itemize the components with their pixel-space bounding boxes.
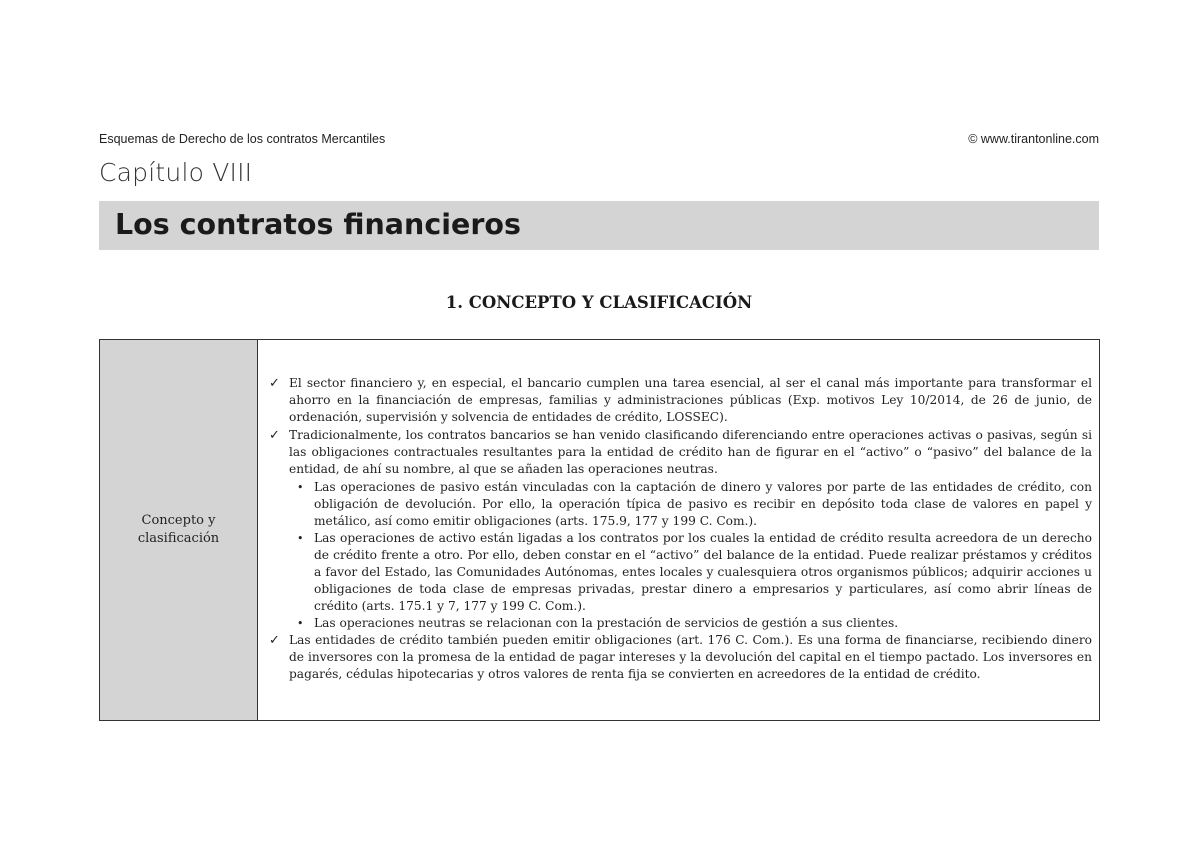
chapter-label: Capítulo VIII [99, 158, 253, 187]
side-label-cell [100, 340, 258, 721]
running-header [99, 132, 1099, 146]
sub-item [267, 479, 1092, 530]
check-item-text: El sector financiero y, en especial, el bancario cumplen una tarea esencial, al ser el canal más importante para transformar el ahorro en la financiación de empresas, familias y administraciones públicas (Exp. motivos Ley 10/2014, de 26 de junio, de ordenación, supervisión y solvencia de entidades de crédito, LOSSEC). [289, 375, 1092, 424]
bullet-icon: • [297, 616, 304, 630]
check-item [267, 427, 1092, 478]
header-copyright: © www.tirantonline.com [968, 132, 1099, 146]
header-book-title: Esquemas de Derecho de los contratos Mercantiles [99, 132, 386, 146]
sub-item-text: Las operaciones de activo están ligadas a los contratos por los cuales la entidad de crédito resulta acreedora de un derecho de crédito frente a otro. Por ello, deben constar en el “activo” del balance de la entidad. Puede realizar préstamos y créditos a favor del Estado, las Comunidades Autónomas, entes locales y cualesquiera otros organismos públicos; adquirir acciones u obligaciones de toda clase de empresas privadas, prestar dinero a empresarios y particulares, así como abrir líneas de crédito (arts. 175.1 y 7, 177 y 199 C. Com.). [314, 530, 1092, 613]
sub-item [267, 615, 1092, 632]
content-cell [258, 340, 1100, 721]
side-label: Concepto y clasificación [137, 513, 220, 546]
check-item-text: Tradicionalmente, los contratos bancarios se han venido clasificando diferenciando entre operaciones activas o pasivas, según si las obligaciones contractuales resultantes para la entidad de crédito han de figurar en el “activo” o “pasivo” del balance de la entidad, de ahí su nombre, al que se añaden las operaciones neutras. [289, 427, 1092, 476]
checkmark-icon: ✓ [269, 427, 280, 443]
checkmark-icon: ✓ [269, 632, 280, 648]
table-row [100, 340, 1100, 721]
check-item [267, 375, 1092, 426]
bullet-icon: • [297, 531, 304, 545]
check-item-text: Las entidades de crédito también pueden emitir obligaciones (art. 176 C. Com.). Es una forma de financiarse, recibiendo dinero de inversores con la promesa de la entidad de pagar intereses y la devolución del capital en el tiempo pactado. Los inversores en pagarés, cédulas hipotecarias y otros valores de renta fija se convierten en acreedores de la entidad de crédito. [289, 632, 1092, 681]
page-title: Los contratos financieros [115, 208, 521, 241]
concept-table [99, 339, 1100, 721]
sub-item-text: Las operaciones de pasivo están vinculadas con la captación de dinero y valores por parte de las entidades de crédito, con obligación de devolución. Por ello, la operación típica de pasivo es recibir en depósito toda clase de valores en papel y metálico, así como emitir obligaciones (arts. 175.9, 177 y 199 C. Com.). [314, 479, 1092, 528]
check-item [267, 632, 1092, 683]
section-heading: 1. CONCEPTO Y CLASIFICACIÓN [445, 293, 753, 312]
bullet-icon: • [297, 480, 304, 494]
title-bar [99, 201, 1099, 250]
checkmark-icon: ✓ [269, 375, 280, 391]
sub-item [267, 530, 1092, 615]
sub-item-text: Las operaciones neutras se relacionan con la prestación de servicios de gestión a sus clientes. [314, 615, 899, 630]
